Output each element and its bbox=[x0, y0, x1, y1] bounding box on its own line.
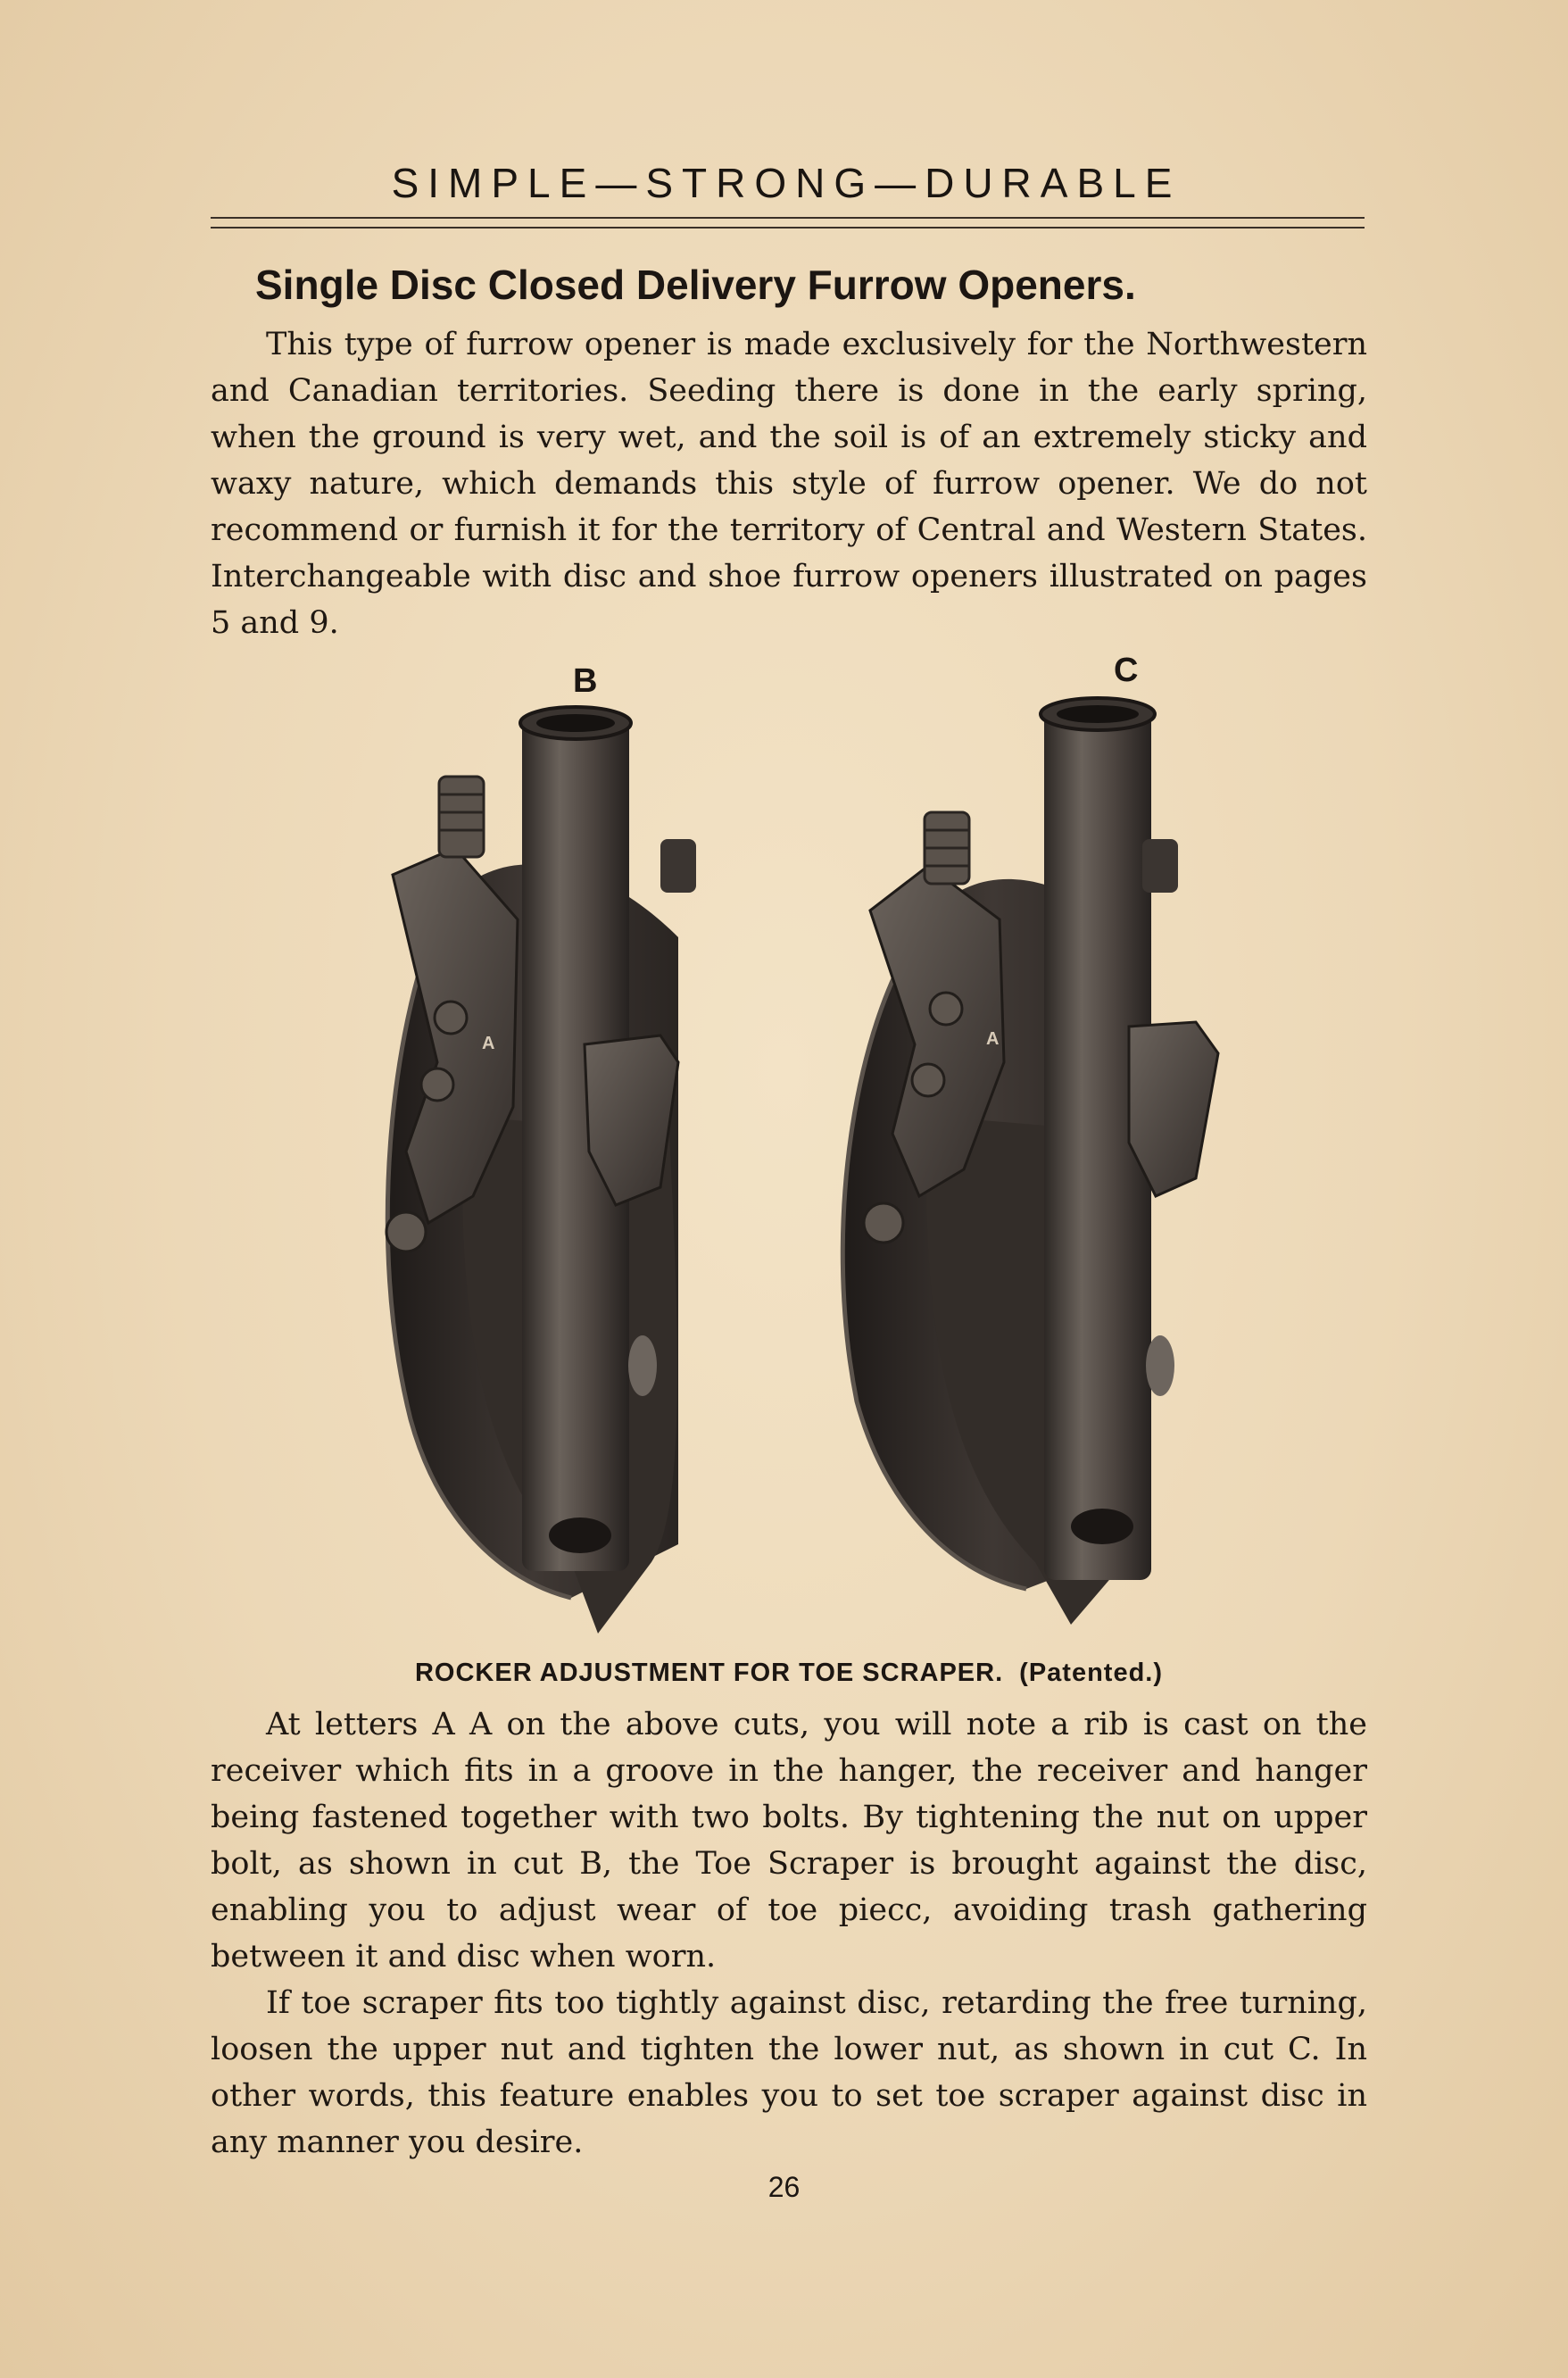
figure-caption bbox=[211, 1659, 1367, 1688]
opener-b bbox=[386, 707, 696, 1634]
opener-c-nut-upper bbox=[930, 993, 962, 1025]
opener-c bbox=[842, 698, 1218, 1625]
intro-paragraph: This type of furrow opener is made exclusively for the Northwestern and Canadian territories. Seeding there is done in the early spring, when the ground is very wet, and the soil is of an extremely sticky and waxy nature, which demands this style of furrow opener. We do not recommend or furnish it for the territory of Central and Western States. Interchangeable with disc and shoe furrow openers illustrated on pages 5 and 9. bbox=[211, 327, 1367, 641]
opener-c-clamp bbox=[1129, 1022, 1218, 1196]
opener-c-nut-lower bbox=[864, 1203, 903, 1243]
caption-patented: (Patented.) bbox=[1019, 1659, 1163, 1687]
page-number: 26 bbox=[767, 2171, 801, 2203]
furrow-openers-illustration bbox=[357, 687, 1249, 1651]
loosening-paragraph: If toe scraper fits too tightly against disc, retarding the free turning, loosen the upper nut and tighten the lower nut, as shown in cut C. In other words, this feature enables you to set toe scraper against disc in any manner you desire. bbox=[211, 1985, 1367, 2160]
header-rule-top bbox=[211, 217, 1365, 219]
cut-label-b: B bbox=[573, 662, 598, 700]
rib-marker-c: A bbox=[986, 1029, 1000, 1049]
opener-b-nut-mid bbox=[421, 1068, 453, 1101]
opener-b-bolt-thread bbox=[439, 777, 484, 857]
caption-main: ROCKER ADJUSTMENT FOR TOE SCRAPER. bbox=[414, 1659, 1004, 1687]
opener-b-nut-lower bbox=[386, 1212, 426, 1251]
running-head: SIMPLE—STRONG—DURABLE bbox=[391, 160, 1182, 206]
opener-c-nut-mid bbox=[912, 1064, 944, 1096]
cut-label-c: C bbox=[1114, 652, 1139, 689]
section-title: Single Disc Closed Delivery Furrow Openers. bbox=[255, 262, 1136, 308]
opener-b-nut-upper bbox=[435, 1002, 467, 1034]
adjustment-paragraph: At letters A A on the above cuts, you will note a rib is cast on the receiver which fits in a groove in the hanger, the receiver and hanger being fastened together with two bolts. By tightening the nut on upper bolt, as shown in cut B, the Toe Scraper is brought against the disc, enabling you to adjust wear of toe piecc, avoiding trash gathering between it and disc when worn. bbox=[211, 1707, 1367, 1975]
header-rule-bottom bbox=[211, 227, 1365, 229]
rib-marker-b: A bbox=[482, 1034, 495, 1053]
